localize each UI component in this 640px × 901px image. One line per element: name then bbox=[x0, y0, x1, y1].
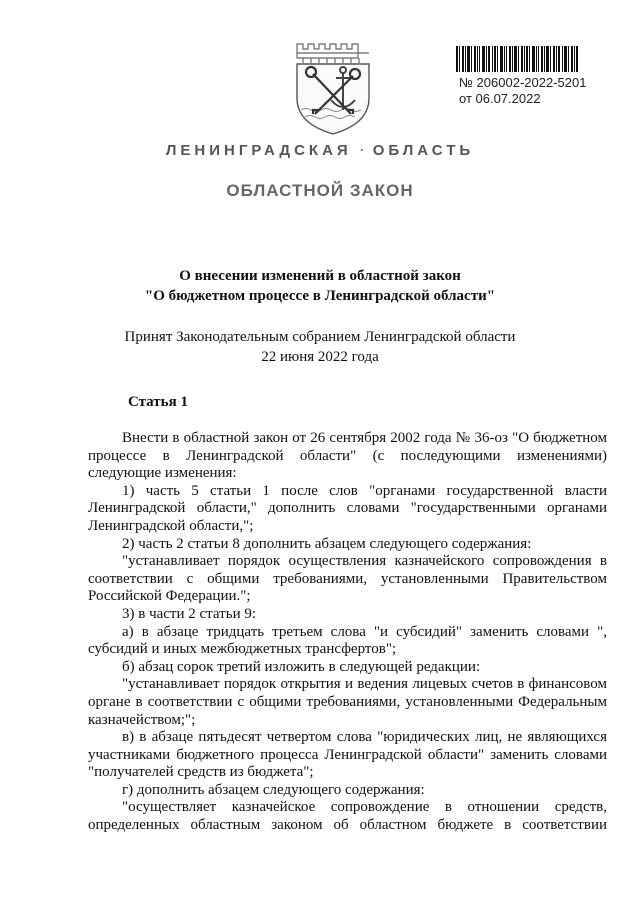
article-body bbox=[88, 430, 607, 835]
law-title bbox=[0, 266, 640, 306]
law-type-heading: ОБЛАСТНОЙ ЗАКОН bbox=[226, 181, 414, 200]
region-heading bbox=[0, 142, 640, 159]
law-title-line-2: "О бюджетном процессе в Ленинградской области" bbox=[144, 288, 496, 304]
region-word-2: ОБЛАСТЬ bbox=[372, 142, 475, 159]
paragraph: 1) часть 5 статьи 1 после слов "органами государственной власти Ленинградской области," дополнить словами "государственными органами Ленинградской области,"; bbox=[88, 482, 607, 534]
coat-of-arms-emblem bbox=[291, 40, 375, 136]
paragraph: б) абзац сорок третий изложить в следующей редакции: bbox=[122, 658, 481, 675]
paragraph: Внести в областной закон от 26 сентября 2002 года № 36-оз "О бюджетном процессе в Ленинградской области" (с последующими изменениями) следующие изменения: bbox=[88, 430, 607, 482]
paragraph: "устанавливает порядок открытия и ведения лицевых счетов в финансовом органе в соответствии с общими требованиями, установленными Федеральным казначейством;"; bbox=[88, 676, 607, 728]
registration-block bbox=[459, 75, 586, 107]
adoption-note-line-1: Принят Законодательным собранием Ленинградской области bbox=[124, 329, 516, 345]
region-word-1: ЛЕНИНГРАДСКАЯ bbox=[165, 142, 352, 159]
adoption-date: 22 июня 2022 года bbox=[261, 349, 379, 365]
paragraph: 2) часть 2 статьи 8 дополнить абзацем следующего содержания: bbox=[122, 535, 532, 552]
registration-date: от 06.07.2022 bbox=[459, 91, 541, 106]
law-title-line-1: О внесении изменений в областной закон bbox=[179, 268, 461, 284]
adoption-note bbox=[0, 327, 640, 367]
article-heading: Статья 1 bbox=[128, 394, 188, 410]
paragraph: г) дополнить абзацем следующего содержания: bbox=[122, 781, 425, 798]
paragraph: а) в абзаце тридцать третьем слова "и субсидий" заменить словами ", субсидий и иных межбюджетных трансфертов"; bbox=[88, 623, 607, 658]
region-separator: · bbox=[359, 142, 365, 159]
barcode bbox=[456, 46, 578, 72]
paragraph: 3) в части 2 статьи 9: bbox=[122, 605, 257, 622]
registration-number: № 206002-2022-5201 bbox=[459, 75, 587, 90]
paragraph: в) в абзаце пятьдесят четвертом слова "юридических лиц, не являющихся участниками бюджетного процесса Ленинградской области" заменить словами "получателей средств из бюджета"; bbox=[88, 729, 607, 781]
paragraph: "устанавливает порядок осуществления казначейского сопровождения в соответствии с общими требованиями, установленными Правительством Российской Федерации."; bbox=[88, 553, 607, 605]
paragraph: "осуществляет казначейское сопровождение в отношении средств, определенных областным законом об областном бюджете в соответствии bbox=[88, 799, 607, 834]
